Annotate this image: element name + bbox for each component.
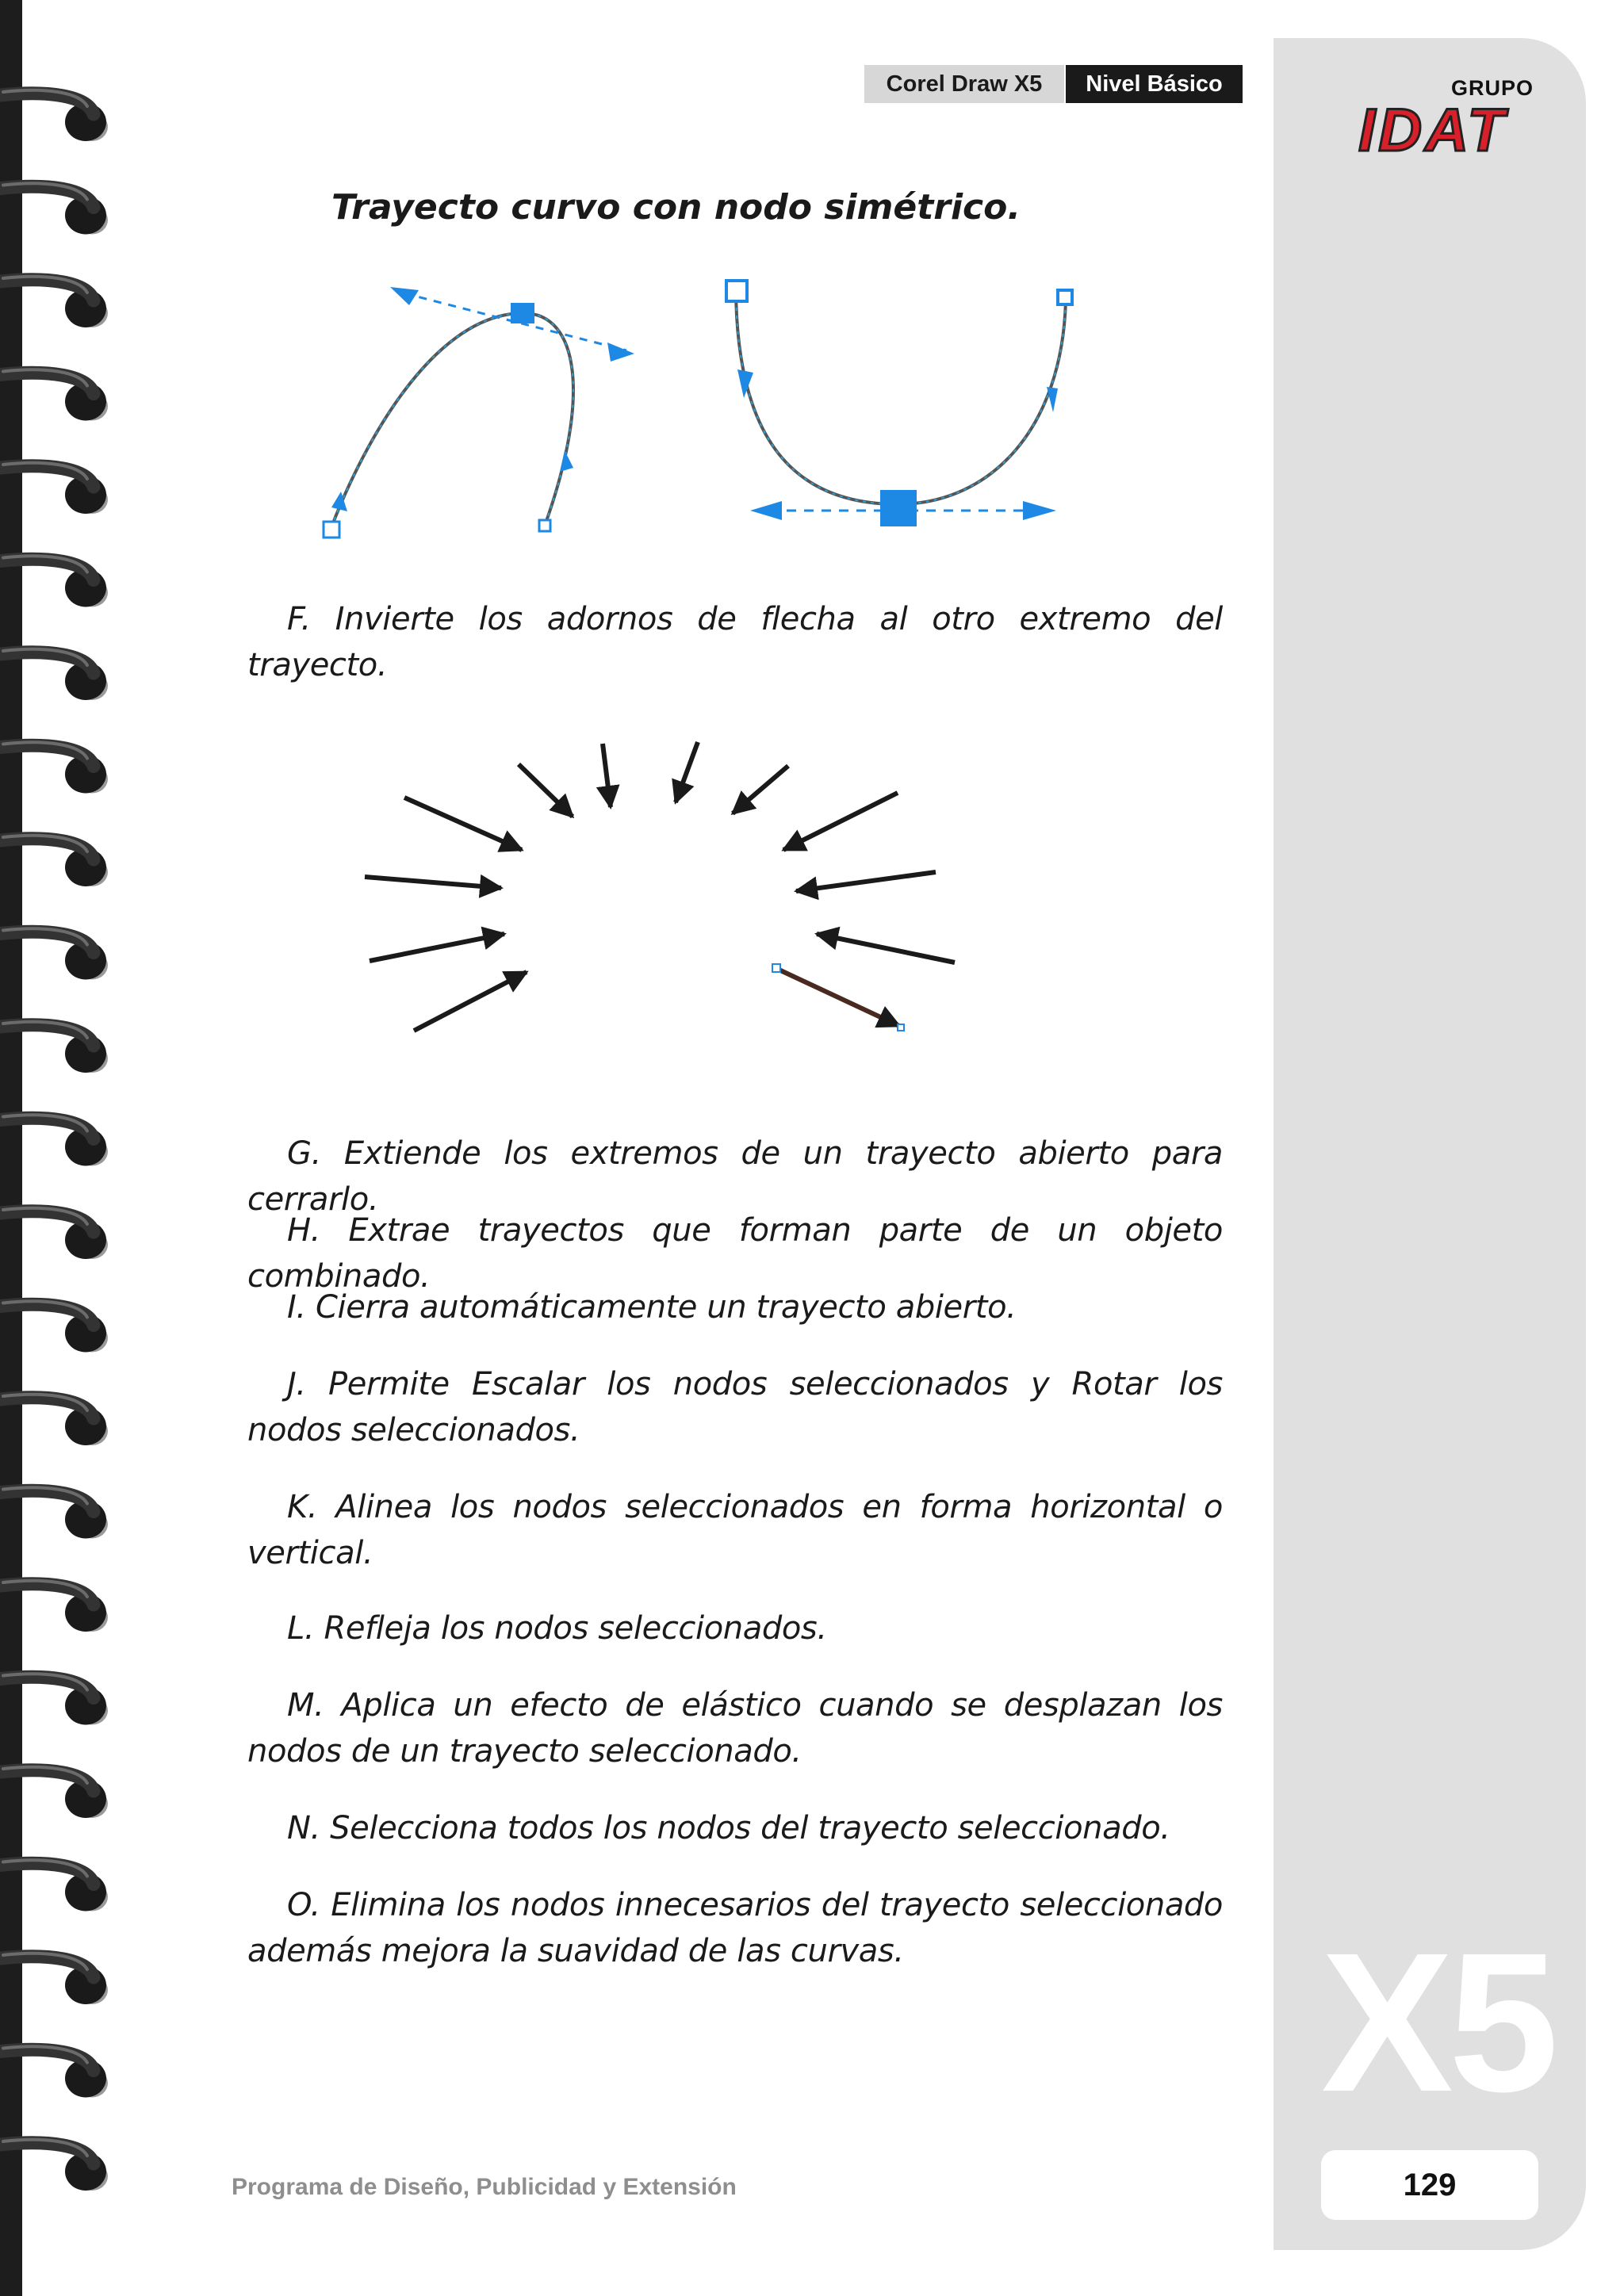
binding-ring	[0, 1115, 108, 1165]
binding-ring	[0, 649, 108, 700]
binding-ring	[0, 2140, 108, 2191]
binding-ring	[0, 1581, 108, 1632]
binding-ring	[0, 183, 108, 234]
binding-ring	[0, 463, 108, 514]
binding-ring	[0, 277, 108, 327]
list-item-i: I. Cierra automáticamente un trayecto abierto.	[287, 1289, 1017, 1326]
header-level-label: Nivel Básico	[1066, 65, 1243, 103]
binding-ring	[0, 1022, 108, 1073]
binding-ring	[0, 556, 108, 607]
binding-ring	[0, 369, 108, 420]
binding-ring	[0, 1208, 108, 1259]
arch-curve	[324, 287, 634, 538]
list-item-l: L. Refleja los nodos seleccionados.	[287, 1610, 827, 1647]
header-course-label: Corel Draw X5	[864, 65, 1064, 103]
list-item-j: J. Permite Escalar los nodos seleccionados y Rotar los nodos seleccionados.	[247, 1366, 1223, 1448]
binding-ring	[0, 2046, 108, 2097]
list-item-o: O. Elimina los nodos innecesarios del trayecto seleccionado además mejora la suavidad de las curvas.	[247, 1887, 1223, 1969]
list-item-f: F. Invierte los adornos de flecha al otro extremo del trayecto.	[247, 601, 1223, 683]
binding-ring	[0, 1860, 108, 1911]
list-item-g: G. Extiende los extremos de un trayecto abierto para cerrarlo.	[247, 1135, 1223, 1218]
binding-ring	[0, 90, 108, 141]
binding-ring	[0, 1395, 108, 1445]
symmetric-node-curves-figure	[309, 270, 1094, 547]
list-item-k: K. Alinea los nodos seleccionados en forma horizontal o vertical.	[247, 1489, 1223, 1571]
list-item-n: N. Selecciona todos los nodos del trayecto seleccionado.	[287, 1810, 1170, 1846]
logo-group-text: GRUPO	[1451, 76, 1534, 100]
page-number: 129	[1403, 2168, 1457, 2202]
svg-text:IDAT: IDAT	[1358, 101, 1507, 157]
spiral-binding-rings	[0, 0, 127, 2296]
binding-ring	[0, 1674, 108, 1724]
list-item-m: M. Aplica un efecto de elástico cuando se desplazan los nodos de un trayecto seleccionado.	[247, 1687, 1223, 1770]
binding-ring	[0, 1487, 108, 1538]
version-watermark: X5	[1321, 1911, 1554, 2133]
binding-ring	[0, 836, 108, 886]
binding-ring	[0, 1301, 108, 1352]
idat-logo	[1318, 101, 1548, 157]
binding-ring	[0, 928, 108, 979]
binding-ring	[0, 742, 108, 793]
binding-ring	[0, 1954, 108, 2004]
arrow-burst-figure	[349, 729, 983, 1047]
section-title: Trayecto curvo con nodo simétrico.	[331, 187, 1021, 228]
u-curve	[726, 281, 1072, 526]
list-item-h: H. Extrae trayectos que forman parte de un objeto combinado.	[247, 1212, 1223, 1295]
binding-ring	[0, 1767, 108, 1818]
footer-program-name: Programa de Diseño, Publicidad y Extensión	[232, 2174, 737, 2200]
